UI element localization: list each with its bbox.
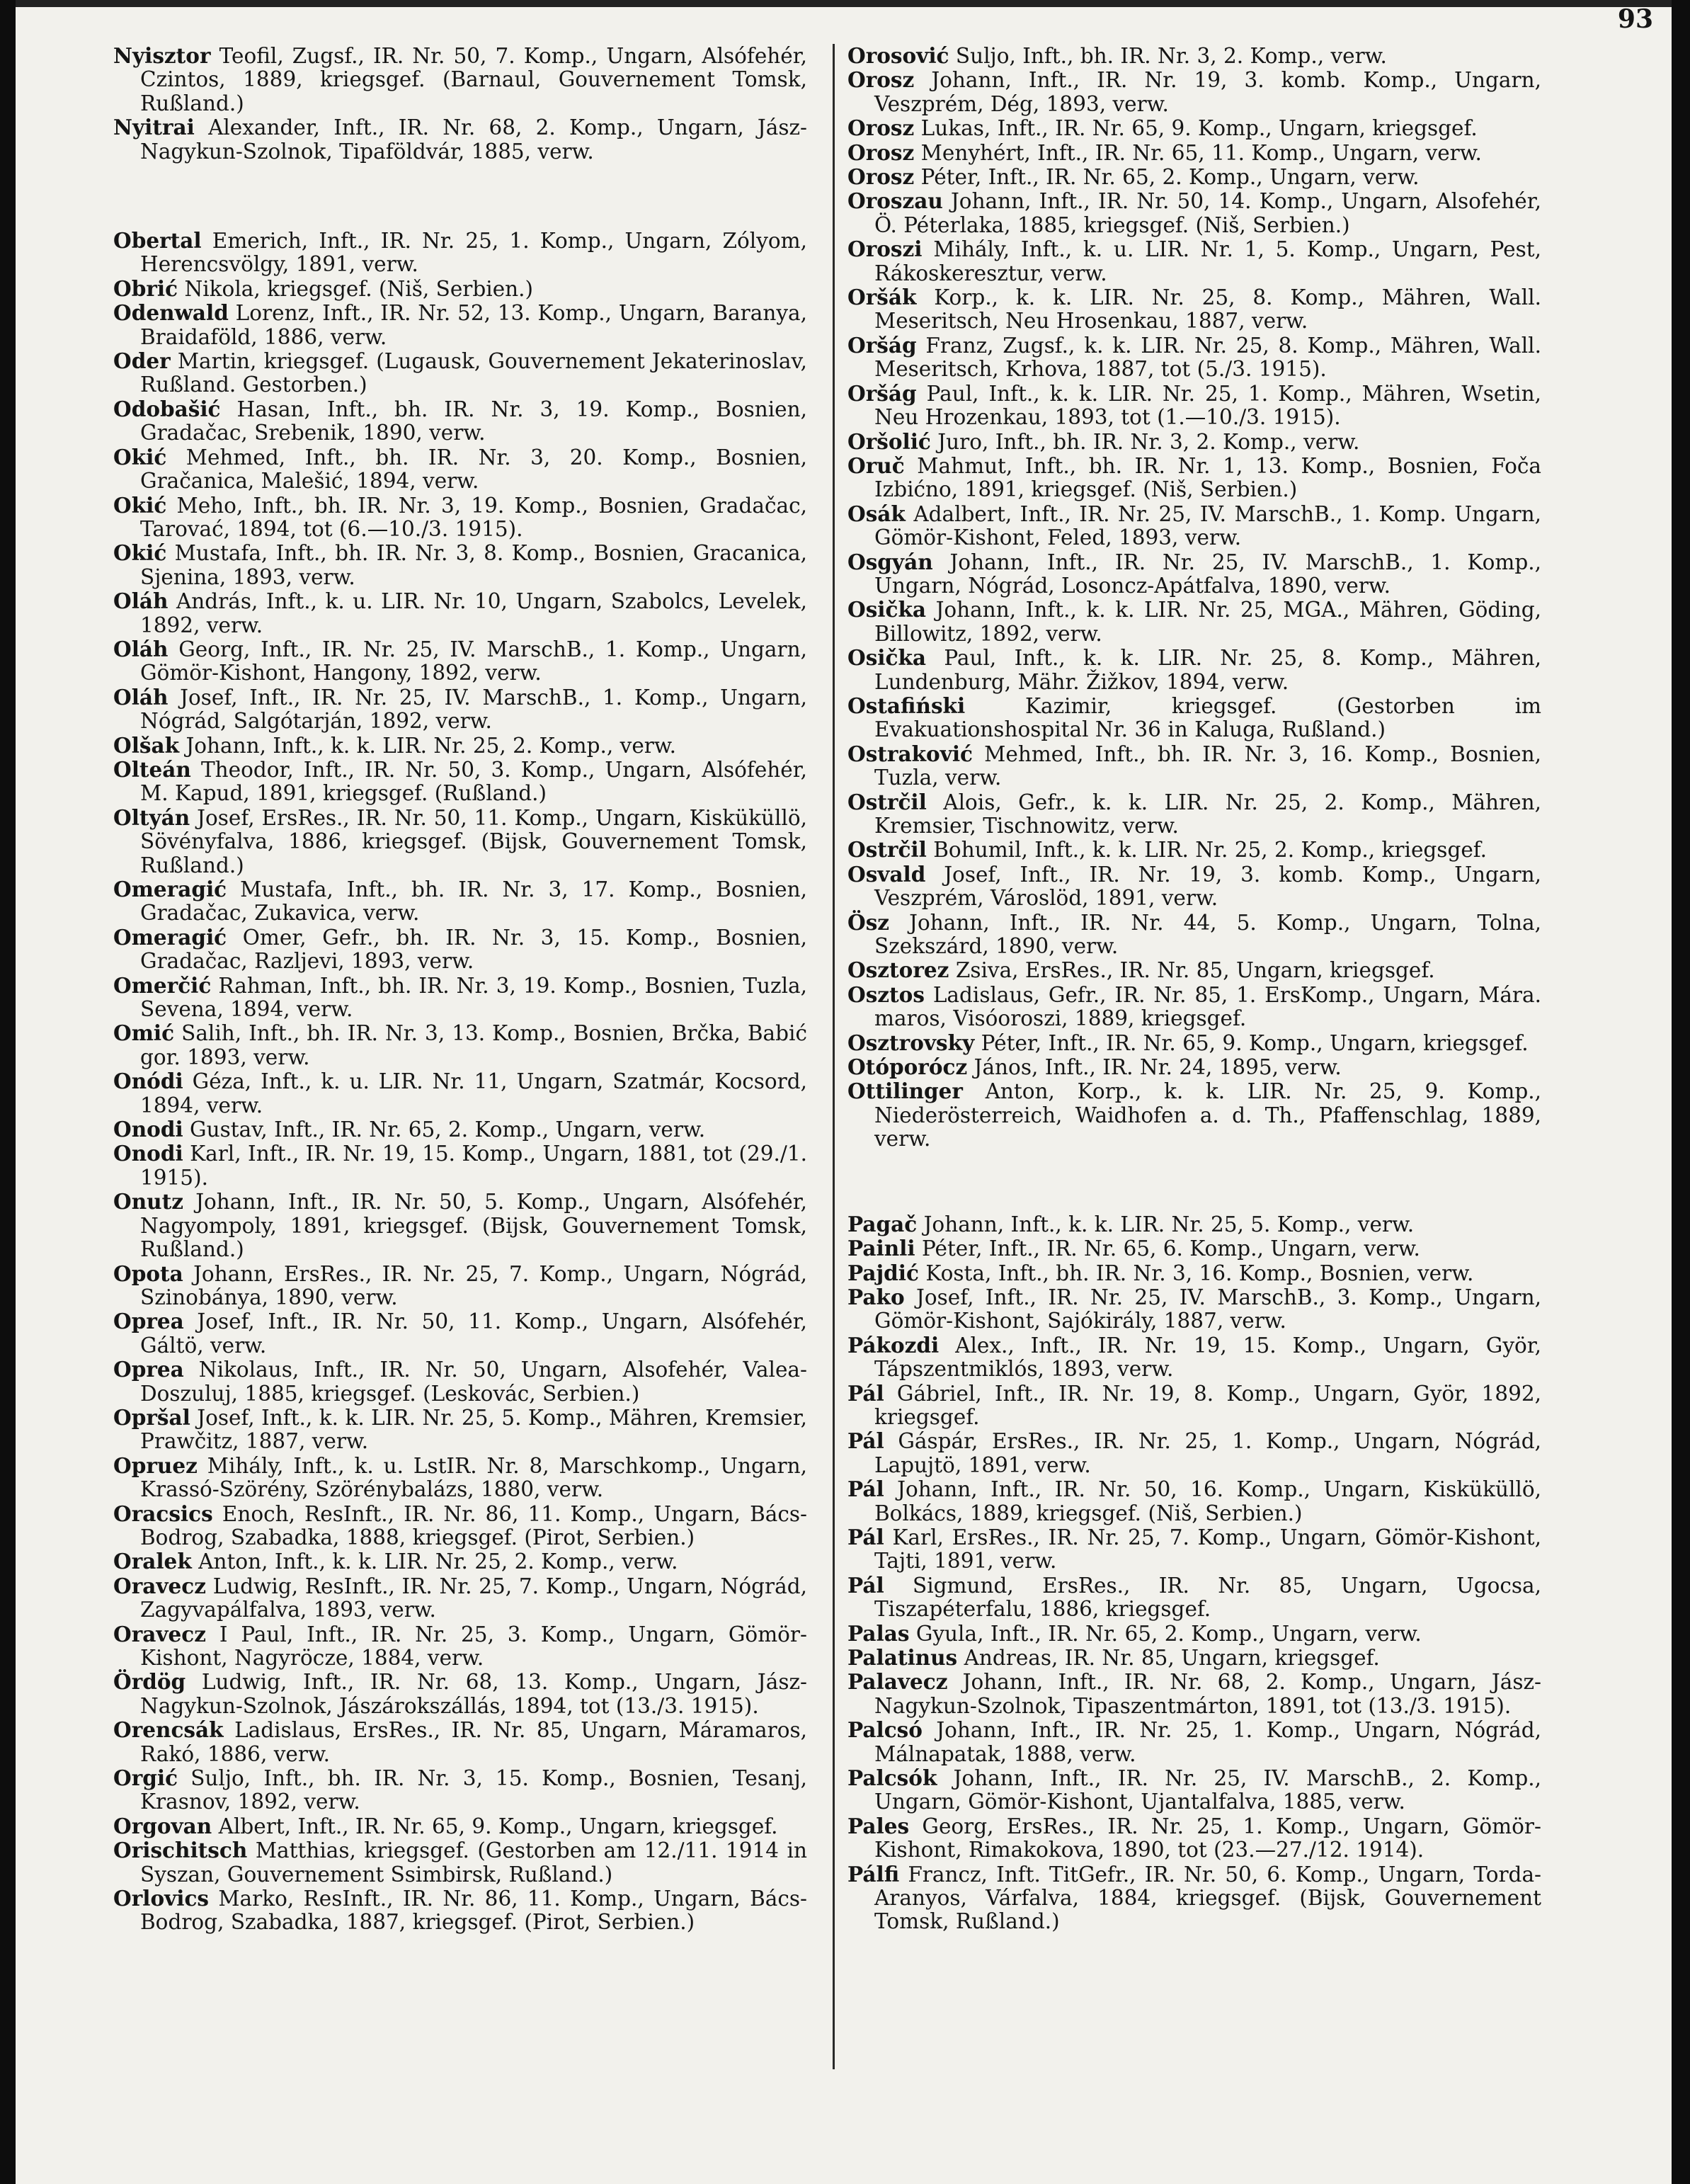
list-entry <box>847 958 1541 982</box>
list-entry <box>113 1406 807 1454</box>
entry-surname: Oravecz <box>113 1573 206 1598</box>
list-entry <box>113 301 807 349</box>
entry-surname: Okić <box>113 444 167 470</box>
list-entry <box>847 1079 1541 1151</box>
entry-surname: Olteán <box>113 756 191 782</box>
entry-details: Lorenz, Inft., IR. Nr. 52, 13. Komp., Ungarn, Baranya, Braidaföld, 1886, verw. <box>140 301 807 349</box>
entry-surname: Odobašić <box>113 396 221 421</box>
entry-surname: Osička <box>847 645 927 671</box>
entry-details: Nikolaus, Inft., IR. Nr. 50, Ungarn, Alsofehér, Valea-Doszuluj, 1885, kriegsgef. (Leskovác, Serbien.) <box>140 1358 807 1406</box>
list-entry <box>113 1117 807 1142</box>
entry-surname: Ostraković <box>847 741 974 766</box>
list-entry <box>847 1055 1541 1079</box>
list-entry <box>113 926 807 974</box>
list-entry <box>847 550 1541 598</box>
entry-details: Johann, Inft., IR. Nr. 50, 14. Komp., Ungarn, Alsofehér, Ö. Péterlaka, 1885, kriegsgef. (Niš, Serbien.) <box>874 189 1541 237</box>
entry-surname: Orosović <box>847 43 949 68</box>
entry-surname: Orischitsch <box>113 1838 248 1863</box>
entry-surname: Oroszau <box>847 188 943 214</box>
right-column <box>847 44 1541 1934</box>
entry-surname: Orgić <box>113 1765 178 1791</box>
entry-details: Matthias, kriegsgef. (Gestorben am 12./11. 1914 in Syszan, Gouvernement Ssimbirsk, Rußland.) <box>140 1838 807 1887</box>
entry-details: Mehmed, Inft., bh. IR. Nr. 3, 20. Komp., Bosnien, Gračanica, Malešić, 1894, verw. <box>140 445 807 494</box>
entry-details: Johann, Inft., IR. Nr. 68, 2. Komp., Ungarn, Jász-Nagykun-Szolnok, Tipaszentmárton, 1891, tot (13./3. 1915). <box>874 1670 1541 1718</box>
list-entry <box>847 1646 1541 1670</box>
entry-surname: Osgyán <box>847 549 933 574</box>
list-entry <box>113 1502 807 1550</box>
list-entry <box>847 1718 1541 1766</box>
entry-details: Johann, ErsRes., IR. Nr. 25, 7. Komp., Ungarn, Nógrád, Szinobánya, 1890, verw. <box>140 1261 807 1309</box>
entry-details: Josef, Inft., k. k. LIR. Nr. 25, 5. Komp., Mähren, Kremsier, Prawčitz, 1887, verw. <box>140 1405 807 1454</box>
list-entry <box>113 541 807 589</box>
entry-surname: Pál <box>847 1380 884 1406</box>
list-entry <box>113 1622 807 1671</box>
entry-details: Gáspár, ErsRes., IR. Nr. 25, 1. Komp., Ungarn, Nógrád, Lapujtö, 1891, verw. <box>874 1429 1541 1477</box>
entry-details: András, Inft., k. u. LIR. Nr. 10, Ungarn, Szabolcs, Levelek, 1892, verw. <box>140 589 807 637</box>
entry-surname: Pál <box>847 1428 884 1454</box>
entry-details: Alexander, Inft., IR. Nr. 68, 2. Komp., Ungarn, Jász-Nagykun-Szolnok, Tipaföldvár, 1885, verw. <box>140 115 807 164</box>
entry-details: Josef, Inft., IR. Nr. 25, IV. MarschB., 3. Komp., Ungarn, Gömör-Kishont, Sajókirály, 1887, verw. <box>874 1285 1541 1333</box>
list-entry <box>847 1429 1541 1477</box>
list-entry <box>113 1021 807 1069</box>
entry-details: Gustav, Inft., IR. Nr. 65, 2. Komp., Ungarn, verw. <box>190 1117 706 1142</box>
entry-details: Enoch, ResInft., IR. Nr. 86, 11. Komp., Ungarn, Bács-Bodrog, Szabadka, 1888, kriegsgef. (Pirot, Serbien.) <box>140 1501 807 1549</box>
entry-details: Anton, Inft., k. k. LIR. Nr. 25, 2. Komp., verw. <box>198 1549 678 1574</box>
entry-details: Péter, Inft., IR. Nr. 65, 9. Komp., Ungarn, kriegsgef. <box>981 1030 1529 1055</box>
list-entry <box>847 838 1541 862</box>
entry-surname: Ösz <box>847 909 890 935</box>
entry-surname: Omerčić <box>113 972 212 998</box>
entry-details: Bohumil, Inft., k. k. LIR. Nr. 25, 2. Komp., kriegsgef. <box>933 838 1488 863</box>
entry-details: I Paul, Inft., IR. Nr. 25, 3. Komp., Ungarn, Gömör-Kishont, Nagyröcze, 1884, verw. <box>140 1622 807 1670</box>
entry-surname: Oršág <box>847 332 917 358</box>
list-entry <box>847 1477 1541 1525</box>
entry-surname: Oltyán <box>113 804 190 830</box>
entry-surname: Omić <box>113 1020 175 1046</box>
entry-details: Albert, Inft., IR. Nr. 65, 9. Komp., Ungarn, kriegsgef. <box>218 1814 778 1838</box>
entry-details: Johann, Inft., k. k. LIR. Nr. 25, 5. Komp., verw. <box>923 1212 1415 1236</box>
entry-details: Karl, ErsRes., IR. Nr. 25, 7. Komp., Ungarn, Gömör-Kishont, Tajti, 1891, verw. <box>874 1525 1541 1574</box>
list-entry <box>847 1333 1541 1382</box>
entry-surname: Osička <box>847 597 927 622</box>
entry-surname: Osztrovsky <box>847 1030 975 1055</box>
entry-surname: Oracsics <box>113 1501 213 1526</box>
entry-details: Paul, Inft., k. k. LIR. Nr. 25, 8. Komp., Mähren, Lundenburg, Mähr. Žižkov, 1894, verw. <box>874 646 1541 694</box>
entry-details: Péter, Inft., IR. Nr. 65, 6. Komp., Ungarn, verw. <box>921 1236 1420 1261</box>
entry-details: Josef, Inft., IR. Nr. 19, 3. komb. Komp., Ungarn, Veszprém, Városlöd, 1891, verw. <box>874 862 1541 911</box>
list-entry <box>113 1718 807 1766</box>
list-entry <box>847 790 1541 838</box>
list-entry <box>847 1285 1541 1333</box>
entry-details: Josef, Inft., IR. Nr. 50, 11. Komp., Ungarn, Alsófehér, Gáltö, verw. <box>140 1309 807 1358</box>
list-entry <box>847 116 1541 140</box>
entry-surname: Orosz <box>847 140 915 165</box>
entry-surname: Palatinus <box>847 1645 958 1670</box>
list-entry <box>847 502 1541 550</box>
entry-details: Juro, Inft., bh. IR. Nr. 3, 2. Komp., verw. <box>937 429 1360 454</box>
list-entry <box>113 1309 807 1358</box>
entry-surname: Pál <box>847 1524 884 1549</box>
entry-surname: Osztos <box>847 982 925 1007</box>
entry-details: Paul, Inft., k. k. LIR. Nr. 25, 1. Komp., Mähren, Wsetin, Neu Hrozenkau, 1893, tot (1.—10./3. 1915). <box>874 381 1541 430</box>
section-gap <box>847 1151 1541 1212</box>
entry-details: Mehmed, Inft., bh. IR. Nr. 3, 16. Komp., Bosnien, Tuzla, verw. <box>874 741 1541 790</box>
entry-details: Josef, ErsRes., IR. Nr. 50, 11. Komp., Ungarn, Kisküküllö, Sövényfalva, 1886, kriegsgef. (Bijsk, Gouvernement Tomsk, Rußland.) <box>140 805 807 877</box>
entry-details: Alex., Inft., IR. Nr. 19, 15. Komp., Ungarn, Györ, Tápszentmiklós, 1893, verw. <box>874 1333 1541 1382</box>
list-entry <box>113 44 807 115</box>
entry-details: Ladislaus, Gefr., IR. Nr. 85, 1. ErsKomp., Ungarn, Mára. maros, Visóoroszi, 1889, kriegsgef. <box>874 982 1541 1031</box>
entry-surname: Pákozdi <box>847 1332 940 1358</box>
entry-surname: Ostrčil <box>847 789 927 814</box>
entry-surname: Oláh <box>113 636 169 661</box>
list-entry <box>113 1069 807 1117</box>
entry-details: Emerich, Inft., IR. Nr. 25, 1. Komp., Ungarn, Zólyom, Herencsvölgy, 1891, verw. <box>140 229 807 277</box>
list-entry <box>847 165 1541 189</box>
entry-surname: Oláh <box>113 588 169 614</box>
entry-details: Teofil, Zugsf., IR. Nr. 50, 7. Komp., Ungarn, Alsófehér, Czintos, 1889, kriegsgef. (Barnaul, Gouvernement Tomsk, Rußland.) <box>140 44 807 115</box>
entry-surname: Ostrčil <box>847 837 927 863</box>
list-entry <box>113 1262 807 1310</box>
entry-surname: Osztorez <box>847 957 949 983</box>
entry-surname: Okić <box>113 492 167 518</box>
list-entry <box>847 44 1541 68</box>
entry-details: Zsiva, ErsRes., IR. Nr. 85, Ungarn, kriegsgef. <box>955 958 1435 983</box>
list-entry <box>847 1382 1541 1430</box>
list-entry <box>847 1814 1541 1862</box>
list-entry <box>113 494 807 542</box>
entry-details: János, Inft., IR. Nr. 24, 1895, verw. <box>974 1055 1342 1080</box>
entry-surname: Otóporócz <box>847 1054 968 1080</box>
entry-surname: Pálfi <box>847 1861 900 1887</box>
entry-surname: Oršág <box>847 380 917 406</box>
list-entry <box>113 1574 807 1622</box>
list-entry <box>113 277 807 301</box>
entry-surname: Olšak <box>113 732 180 758</box>
list-entry <box>847 983 1541 1031</box>
list-entry <box>847 646 1541 694</box>
list-entry <box>113 1814 807 1838</box>
list-entry <box>113 734 807 758</box>
entry-surname: Orosz <box>847 115 915 141</box>
entry-details: Johann, Inft., IR. Nr. 50, 5. Komp., Ungarn, Alsófehér, Nagyompoly, 1891, kriegsgef. (Bijsk, Gouvernement Tomsk, Rußland.) <box>140 1190 807 1262</box>
entry-details: Karl, Inft., IR. Nr. 19, 15. Komp., Ungarn, 1881, tot (29./1. 1915). <box>140 1142 807 1190</box>
entry-details: Hasan, Inft., bh. IR. Nr. 3, 19. Komp., Bosnien, Gradačac, Srebenik, 1890, verw. <box>140 397 807 445</box>
list-entry <box>113 758 807 806</box>
list-entry <box>847 1525 1541 1574</box>
list-entry <box>113 806 807 877</box>
entry-surname: Pál <box>847 1477 884 1502</box>
entry-surname: Opota <box>113 1261 183 1286</box>
entry-details: Mustafa, Inft., bh. IR. Nr. 3, 17. Komp., Bosnien, Gradačac, Zukavica, verw. <box>140 877 807 926</box>
entry-details: Francz, Inft. TitGefr., IR. Nr. 50, 6. Komp., Ungarn, Torda-Aranyos, Várfalva, 1884, kriegsgef. (Bijsk, Gouvernement Tomsk, Rußland.) <box>874 1862 1541 1934</box>
list-entry <box>113 1549 807 1574</box>
entry-details: Nikola, kriegsgef. (Niš, Serbien.) <box>184 276 534 301</box>
list-entry <box>113 445 807 494</box>
scan-border-left <box>0 0 16 2184</box>
list-entry <box>847 189 1541 237</box>
entry-surname: Odenwald <box>113 300 229 326</box>
column-divider <box>833 44 835 2069</box>
entry-surname: Pako <box>847 1284 905 1309</box>
entry-details: Alois, Gefr., k. k. LIR. Nr. 25, 2. Komp., Mähren, Kremsier, Tischnowitz, verw. <box>874 790 1541 838</box>
list-entry <box>113 397 807 445</box>
entry-surname: Onutz <box>113 1189 183 1215</box>
list-entry <box>847 863 1541 911</box>
list-entry <box>847 598 1541 646</box>
entry-details: Menyhért, Inft., IR. Nr. 65, 11. Komp., Ungarn, verw. <box>920 140 1482 165</box>
entry-details: Kazimir, kriegsgef. (Gestorben im Evakuationshospital Nr. 36 in Kaluga, Rußland.) <box>874 693 1541 742</box>
entry-details: Marko, ResInft., IR. Nr. 86, 11. Komp., Ungarn, Bács-Bodrog, Szabadka, 1887, kriegsgef. (Pirot, Serbien.) <box>140 1887 807 1935</box>
list-entry <box>847 237 1541 285</box>
entry-details: Omer, Gefr., bh. IR. Nr. 3, 15. Komp., Bosnien, Gradačac, Razljevi, 1893, verw. <box>140 925 807 974</box>
entry-details: Anton, Korp., k. k. LIR. Nr. 25, 9. Komp., Niederösterreich, Waidhofen a. d. Th., Pfaffenschlag, 1889, verw. <box>874 1079 1541 1151</box>
entry-surname: Osák <box>847 501 906 526</box>
entry-surname: Onódi <box>113 1069 183 1094</box>
list-entry <box>113 1142 807 1190</box>
entry-details: Gyula, Inft., IR. Nr. 65, 2. Komp., Ungarn, verw. <box>915 1621 1422 1646</box>
scan-border-right <box>1672 0 1690 2184</box>
list-entry <box>847 742 1541 790</box>
entry-details: Johann, Inft., IR. Nr. 19, 3. komb. Komp., Ungarn, Veszprém, Dég, 1893, verw. <box>874 68 1541 116</box>
entry-details: Adalbert, Inft., IR. Nr. 25, IV. MarschB., 1. Komp. Ungarn, Gömör-Kishont, Feled, 1893, verw. <box>874 501 1541 550</box>
list-entry <box>847 382 1541 430</box>
entry-details: Meho, Inft., bh. IR. Nr. 3, 19. Komp., Bosnien, Gradačac, Tarovać, 1894, tot (6.—10./3. 1915). <box>140 493 807 541</box>
entry-details: Andreas, IR. Nr. 85, Ungarn, kriegsgef. <box>964 1646 1380 1670</box>
entry-surname: Pál <box>847 1572 884 1598</box>
entry-surname: Orosz <box>847 164 915 190</box>
entry-surname: Ostafiński <box>847 693 966 718</box>
list-entry <box>847 1574 1541 1622</box>
entry-surname: Oprea <box>113 1309 184 1334</box>
entry-details: Géza, Inft., k. u. LIR. Nr. 11, Ungarn, Szatmár, Kocsord, 1894, verw. <box>140 1069 807 1117</box>
list-entry <box>847 68 1541 116</box>
list-entry <box>113 229 807 277</box>
entry-surname: Opruez <box>113 1452 198 1478</box>
entry-details: Georg, ErsRes., IR. Nr. 25, 1. Komp., Ungarn, Gömör-Kishont, Rimakokova, 1890, tot (23.—27./12. 1914). <box>874 1814 1541 1862</box>
section-gap <box>113 164 807 229</box>
entry-details: Ladislaus, ErsRes., IR. Nr. 85, Ungarn, Máramaros, Rakó, 1886, verw. <box>140 1718 807 1766</box>
list-entry <box>847 1261 1541 1285</box>
entry-surname: Palcsó <box>847 1717 923 1743</box>
list-entry <box>113 1190 807 1261</box>
entry-details: Johann, Inft., k. k. LIR. Nr. 25, 2. Komp., verw. <box>185 733 677 758</box>
entry-surname: Oršolić <box>847 428 931 454</box>
entry-surname: Palavecz <box>847 1669 948 1695</box>
entry-details: Péter, Inft., IR. Nr. 65, 2. Komp., Ungarn, verw. <box>920 165 1420 190</box>
entry-surname: Orgovan <box>113 1813 212 1838</box>
entry-surname: Orencsák <box>113 1717 224 1743</box>
list-entry <box>113 974 807 1022</box>
entry-details: Suljo, Inft., bh. IR. Nr. 3, 2. Komp., verw. <box>955 44 1387 68</box>
entry-details: Johann, Inft., IR. Nr. 25, IV. MarschB., 1. Komp., Ungarn, Nógrád, Losoncz-Apátfalva, 1890, verw. <box>874 550 1541 598</box>
entry-surname: Oravecz <box>113 1621 206 1646</box>
entry-surname: Ördög <box>113 1669 186 1695</box>
list-entry <box>113 686 807 734</box>
list-entry <box>847 141 1541 165</box>
entry-details: Ludwig, ResInft., IR. Nr. 25, 7. Komp., Ungarn, Nógrád, Zagyvapálfalva, 1893, verw. <box>140 1574 807 1622</box>
entry-details: Suljo, Inft., bh. IR. Nr. 3, 15. Komp., Bosnien, Tesanj, Krasnov, 1892, verw. <box>140 1766 807 1814</box>
list-entry <box>847 1236 1541 1261</box>
entry-details: Johann, Inft., IR. Nr. 44, 5. Komp., Ungarn, Tolna, Szekszárd, 1890, verw. <box>874 910 1541 959</box>
entry-surname: Omeragić <box>113 877 227 902</box>
list-entry <box>847 694 1541 742</box>
scan-border-top <box>0 0 1690 7</box>
entry-details: Mihály, Inft., k. u. LstIR. Nr. 8, Marschkomp., Ungarn, Krassó-Szörény, Szörénybalázs, 1880, verw. <box>140 1453 807 1502</box>
entry-details: Ludwig, Inft., IR. Nr. 68, 13. Komp., Ungarn, Jász-Nagykun-Szolnok, Jászárokszállás, 1894, tot (13./3. 1915). <box>140 1670 807 1718</box>
entry-surname: Oprea <box>113 1357 184 1382</box>
entry-surname: Pales <box>847 1813 910 1838</box>
entry-surname: Palas <box>847 1620 910 1646</box>
entry-details: Lukas, Inft., IR. Nr. 65, 9. Komp., Ungarn, kriegsgef. <box>920 116 1478 141</box>
list-entry <box>113 637 807 686</box>
list-entry <box>113 115 807 164</box>
entry-surname: Painli <box>847 1236 915 1261</box>
entry-surname: Onodi <box>113 1141 183 1166</box>
entry-details: Mahmut, Inft., bh. IR. Nr. 1, 13. Komp., Bosnien, Foča Izbićno, 1891, kriegsgef. (Niš, Serbien.) <box>874 453 1541 502</box>
list-entry <box>847 285 1541 334</box>
entry-details: Sigmund, ErsRes., IR. Nr. 85, Ungarn, Ugocsa, Tiszapéterfalu, 1886, kriegsgef. <box>874 1573 1541 1622</box>
list-entry <box>847 1862 1541 1934</box>
entry-surname: Oláh <box>113 684 169 710</box>
list-entry <box>847 1766 1541 1814</box>
entry-details: Johann, Inft., IR. Nr. 25, 1. Komp., Ungarn, Nógrád, Málnapatak, 1888, verw. <box>874 1718 1542 1766</box>
entry-surname: Obrić <box>113 275 178 301</box>
entry-surname: Oroszi <box>847 237 923 262</box>
entry-surname: Nyisztor <box>113 43 211 68</box>
entry-surname: Okić <box>113 540 167 566</box>
entry-details: Gábriel, Inft., IR. Nr. 19, 8. Komp., Ungarn, Györ, 1892, kriegsgef. <box>874 1381 1541 1429</box>
entry-surname: Pajdić <box>847 1260 919 1285</box>
entry-surname: Omeragić <box>113 924 227 950</box>
entry-surname: Ottilinger <box>847 1079 963 1104</box>
list-entry <box>847 911 1541 959</box>
entry-details: Theodor, Inft., IR. Nr. 50, 3. Komp., Ungarn, Alsófehér, M. Kapud, 1891, kriegsgef. (Rußland.) <box>140 757 807 806</box>
list-entry <box>113 589 807 637</box>
list-entry <box>847 454 1541 502</box>
entry-surname: Nyitrai <box>113 115 195 140</box>
entry-details: Johann, Inft., IR. Nr. 25, IV. MarschB., 2. Komp., Ungarn, Gömör-Kishont, Ujantalfalva, 1885, verw. <box>874 1766 1541 1814</box>
entry-surname: Obertal <box>113 228 202 254</box>
entry-details: Johann, Inft., IR. Nr. 50, 16. Komp., Ungarn, Kisküküllö, Bolkács, 1889, kriegsgef. (Niš, Serbien.) <box>874 1477 1541 1525</box>
entry-surname: Opršal <box>113 1404 190 1430</box>
list-entry <box>847 430 1541 454</box>
page-number: 93 <box>1617 4 1653 34</box>
list-entry <box>847 1622 1541 1646</box>
entry-surname: Palcsók <box>847 1765 937 1791</box>
list-entry <box>847 1031 1541 1055</box>
entry-surname: Oršák <box>847 285 917 310</box>
entry-surname: Osvald <box>847 861 926 887</box>
list-entry <box>847 334 1541 382</box>
list-entry <box>113 877 807 926</box>
list-entry <box>847 1670 1541 1718</box>
entry-details: Salih, Inft., bh. IR. Nr. 3, 13. Komp., Bosnien, Brčka, Babić gor. 1893, verw. <box>140 1021 807 1069</box>
entry-details: Rahman, Inft., bh. IR. Nr. 3, 19. Komp., Bosnien, Tuzla, Sevena, 1894, verw. <box>140 973 807 1022</box>
entry-surname: Oralek <box>113 1549 192 1574</box>
entry-details: Mihály, Inft., k. u. LIR. Nr. 1, 5. Komp., Ungarn, Pest, Rákoskeresztur, verw. <box>874 237 1541 285</box>
entry-surname: Oruč <box>847 453 905 478</box>
list-entry <box>113 1358 807 1406</box>
entry-details: Mustafa, Inft., bh. IR. Nr. 3, 8. Komp., Bosnien, Gracanica, Sjenina, 1893, verw. <box>140 541 807 589</box>
list-entry <box>847 1212 1541 1236</box>
entry-details: Johann, Inft., k. k. LIR. Nr. 25, MGA., Mähren, Göding, Billowitz, 1892, verw. <box>874 598 1541 646</box>
list-entry <box>113 349 807 397</box>
entry-surname: Orlovics <box>113 1886 210 1911</box>
entry-surname: Orosz <box>847 67 915 93</box>
list-entry <box>113 1454 807 1502</box>
entry-details: Korp., k. k. LIR. Nr. 25, 8. Komp., Mähren, Wall. Meseritsch, Neu Hrosenkau, 1887, verw. <box>874 285 1541 334</box>
list-entry <box>113 1670 807 1718</box>
entry-details: Martin, kriegsgef. (Lugausk, Gouvernement Jekaterinoslav, Rußland. Gestorben.) <box>140 349 807 397</box>
list-entry <box>113 1838 807 1887</box>
entry-details: Kosta, Inft., bh. IR. Nr. 3, 16. Komp., Bosnien, verw. <box>925 1261 1474 1285</box>
entry-details: Josef, Inft., IR. Nr. 25, IV. MarschB., 1. Komp., Ungarn, Nógrád, Salgótarján, 1892, verw. <box>140 685 807 734</box>
list-entry <box>113 1887 807 1935</box>
list-entry <box>113 1766 807 1814</box>
entry-details: Georg, Inft., IR. Nr. 25, IV. MarschB., 1. Komp., Ungarn, Gömör-Kishont, Hangony, 1892, verw. <box>140 637 807 686</box>
entry-surname: Oder <box>113 348 171 374</box>
entry-details: Franz, Zugsf., k. k. LIR. Nr. 25, 8. Komp., Mähren, Wall. Meseritsch, Krhova, 1887, tot (5./3. 1915). <box>874 333 1541 382</box>
entry-surname: Pagač <box>847 1211 918 1236</box>
entry-surname: Onodi <box>113 1117 183 1142</box>
left-column <box>113 44 807 1935</box>
